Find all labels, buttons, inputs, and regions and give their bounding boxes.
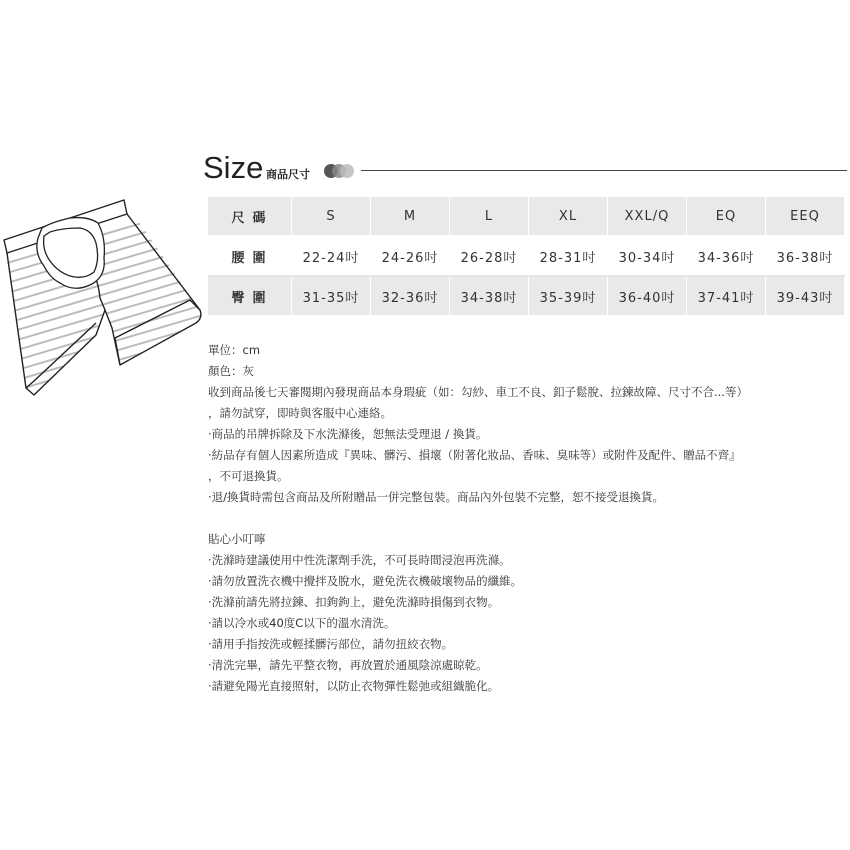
table-cell: 22-24吋: [292, 236, 371, 276]
table-header-row: [208, 197, 845, 236]
boxer-briefs-drawing: [0, 198, 205, 398]
size-table: [208, 197, 845, 317]
tip-line: ·清洗完畢，請先平整衣物，再放置於通風陰涼處晾乾。: [208, 658, 488, 672]
table-cell: 37-41吋: [687, 276, 766, 316]
table-cell: 31-35吋: [292, 276, 371, 316]
table-cell: XXL/Q: [608, 197, 687, 236]
size-title: Size: [203, 150, 264, 185]
tip-line: ·洗滌時建議使用中性洗潔劑手洗，不可長時間浸泡再洗滌。: [208, 553, 511, 567]
policy-line: ，請勿試穿，即時與客服中心連絡。: [208, 406, 392, 420]
tip-line: ·請以冷水或40度C以下的溫水清洗。: [208, 616, 396, 630]
tip-line: ·請避免陽光直接照射，以防止衣物彈性鬆弛或組織脆化。: [208, 679, 500, 693]
table-cell: 36-38吋: [766, 236, 845, 276]
table-cell: 32-36吋: [371, 276, 450, 316]
table-cell: S: [292, 197, 371, 236]
table-cell: 尺碼: [208, 197, 292, 236]
tip-line: ·請用手指按洗或輕揉髒污部位，請勿扭絞衣物。: [208, 637, 454, 651]
policy-line: ·商品的吊牌拆除及下水洗滌後，恕無法受理退 / 換貨。: [208, 427, 488, 441]
tip-line: ·請勿放置洗衣機中攪拌及脫水，避免洗衣機破壞物品的纖維。: [208, 574, 523, 588]
table-cell: 24-26吋: [371, 236, 450, 276]
policy-line: ·紡品存有個人因素所造成『異味、髒污、損壞（附著化妝品、香味、臭味等）或附件及配件、贈品不齊』: [208, 448, 741, 462]
table-row: [208, 236, 845, 276]
table-cell: L: [450, 197, 529, 236]
dots-icon: [323, 163, 355, 179]
table-cell: EEQ: [766, 197, 845, 236]
table-cell: 腰圍: [208, 236, 292, 276]
header-divider: [361, 170, 847, 171]
tips-title: 貼心小叮嚀: [208, 532, 266, 546]
size-subtitle: 商品尺寸: [266, 168, 310, 181]
size-header: [203, 150, 848, 190]
table-cell: 35-39吋: [529, 276, 608, 316]
table-cell: M: [371, 197, 450, 236]
unit-text: 單位：cm: [208, 343, 261, 357]
table-cell: 28-31吋: [529, 236, 608, 276]
table-cell: 臀圍: [208, 276, 292, 316]
product-info: [208, 340, 838, 697]
table-cell: 39-43吋: [766, 276, 845, 316]
policy-line: ，不可退換貨。: [208, 469, 289, 483]
table-cell: 36-40吋: [608, 276, 687, 316]
policy-line: 收到商品後七天審閱期內發現商品本身瑕疵（如：勾紗、車工不良、釦子鬆脫、拉鍊故障、尺寸不合...等）: [208, 385, 748, 399]
color-text: 顏色：灰: [208, 364, 254, 378]
table-cell: 30-34吋: [608, 236, 687, 276]
table-cell: 26-28吋: [450, 236, 529, 276]
table-cell: 34-38吋: [450, 276, 529, 316]
table-cell: EQ: [687, 197, 766, 236]
tip-line: ·洗滌前請先將拉鍊、扣鉤鉤上，避免洗滌時損傷到衣物。: [208, 595, 500, 609]
table-cell: XL: [529, 197, 608, 236]
table-row: [208, 276, 845, 316]
table-cell: 34-36吋: [687, 236, 766, 276]
policy-line: ·退/換貨時需包含商品及所附贈品一併完整包裝。商品內外包裝不完整，恕不接受退換貨。: [208, 490, 665, 504]
